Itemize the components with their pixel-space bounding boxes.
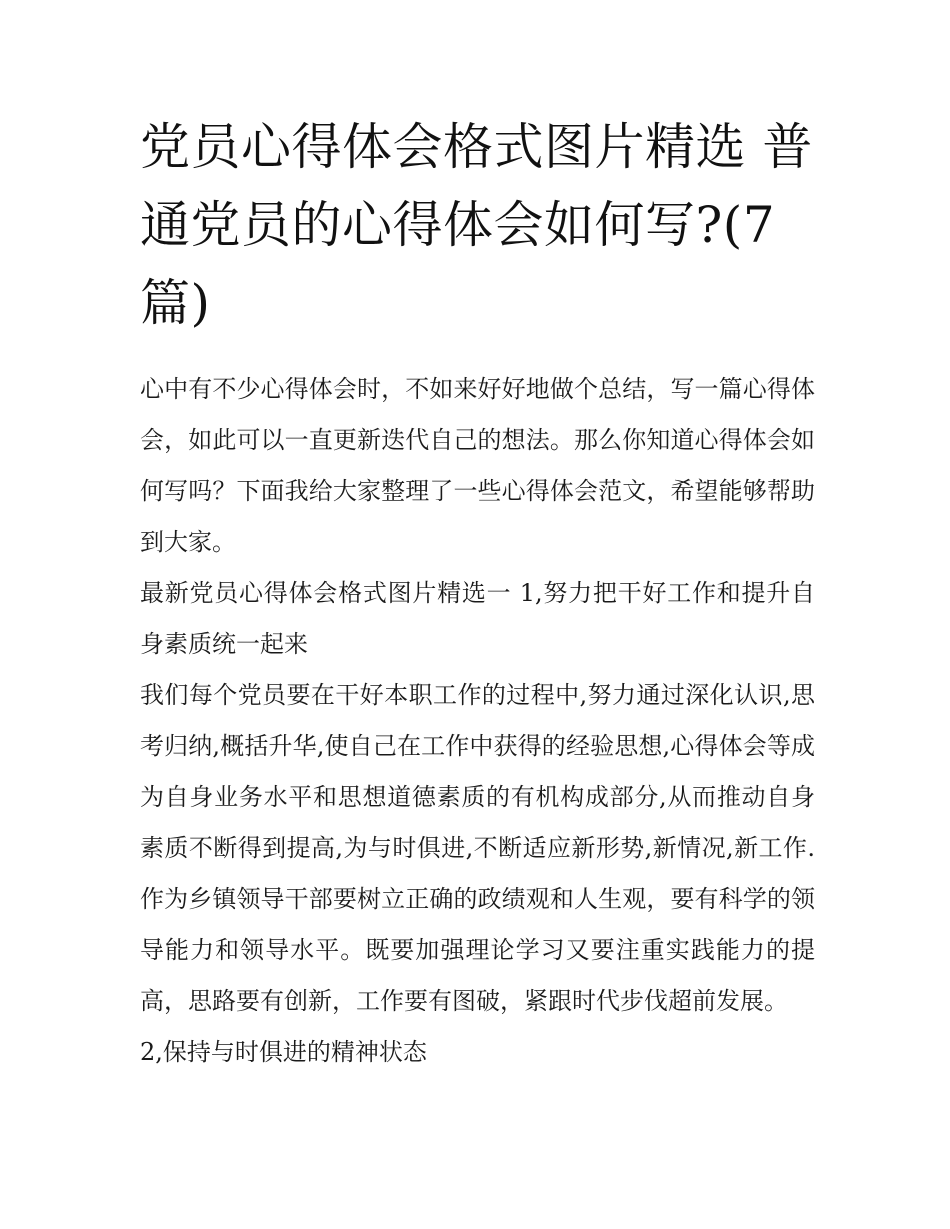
document-title: 党员心得体会格式图片精选 普通党员的心得体会如何写?(7篇): [140, 118, 813, 332]
document-page: [140, 108, 815, 1078]
section-heading-1: 最新党员心得体会格式图片精选一 1,努力把干好工作和提升自身素质统一起来: [140, 579, 815, 658]
section-heading-2: 2,保持与时俱进的精神状态: [140, 1038, 427, 1066]
body-paragraph: 我们每个党员要在干好本职工作的过程中,努力通过深化认识,思考归纳,概括升华,使自己在工作中获得的经验思想,心得体会等成为自身业务水平和思想道德素质的有机构成部分,从而推动自身素质不断得到提高,为与时俱进,不断适应新形势,新情况,新工作.作为乡镇领导干部要树立正确的政绩观和人生观，要有科学的领导能力和领导水平。既要加强理论学习又要注重实践能力的提高，思路要有创新，工作要有图破，紧跟时代步伐超前发展。: [140, 681, 815, 1015]
intro-paragraph: 心中有不少心得体会时，不如来好好地做个总结，写一篇心得体会，如此可以一直更新迭代自己的想法。那么你知道心得体会如何写吗？下面我给大家整理了一些心得体会范文，希望能够帮助到大家。: [140, 375, 815, 556]
